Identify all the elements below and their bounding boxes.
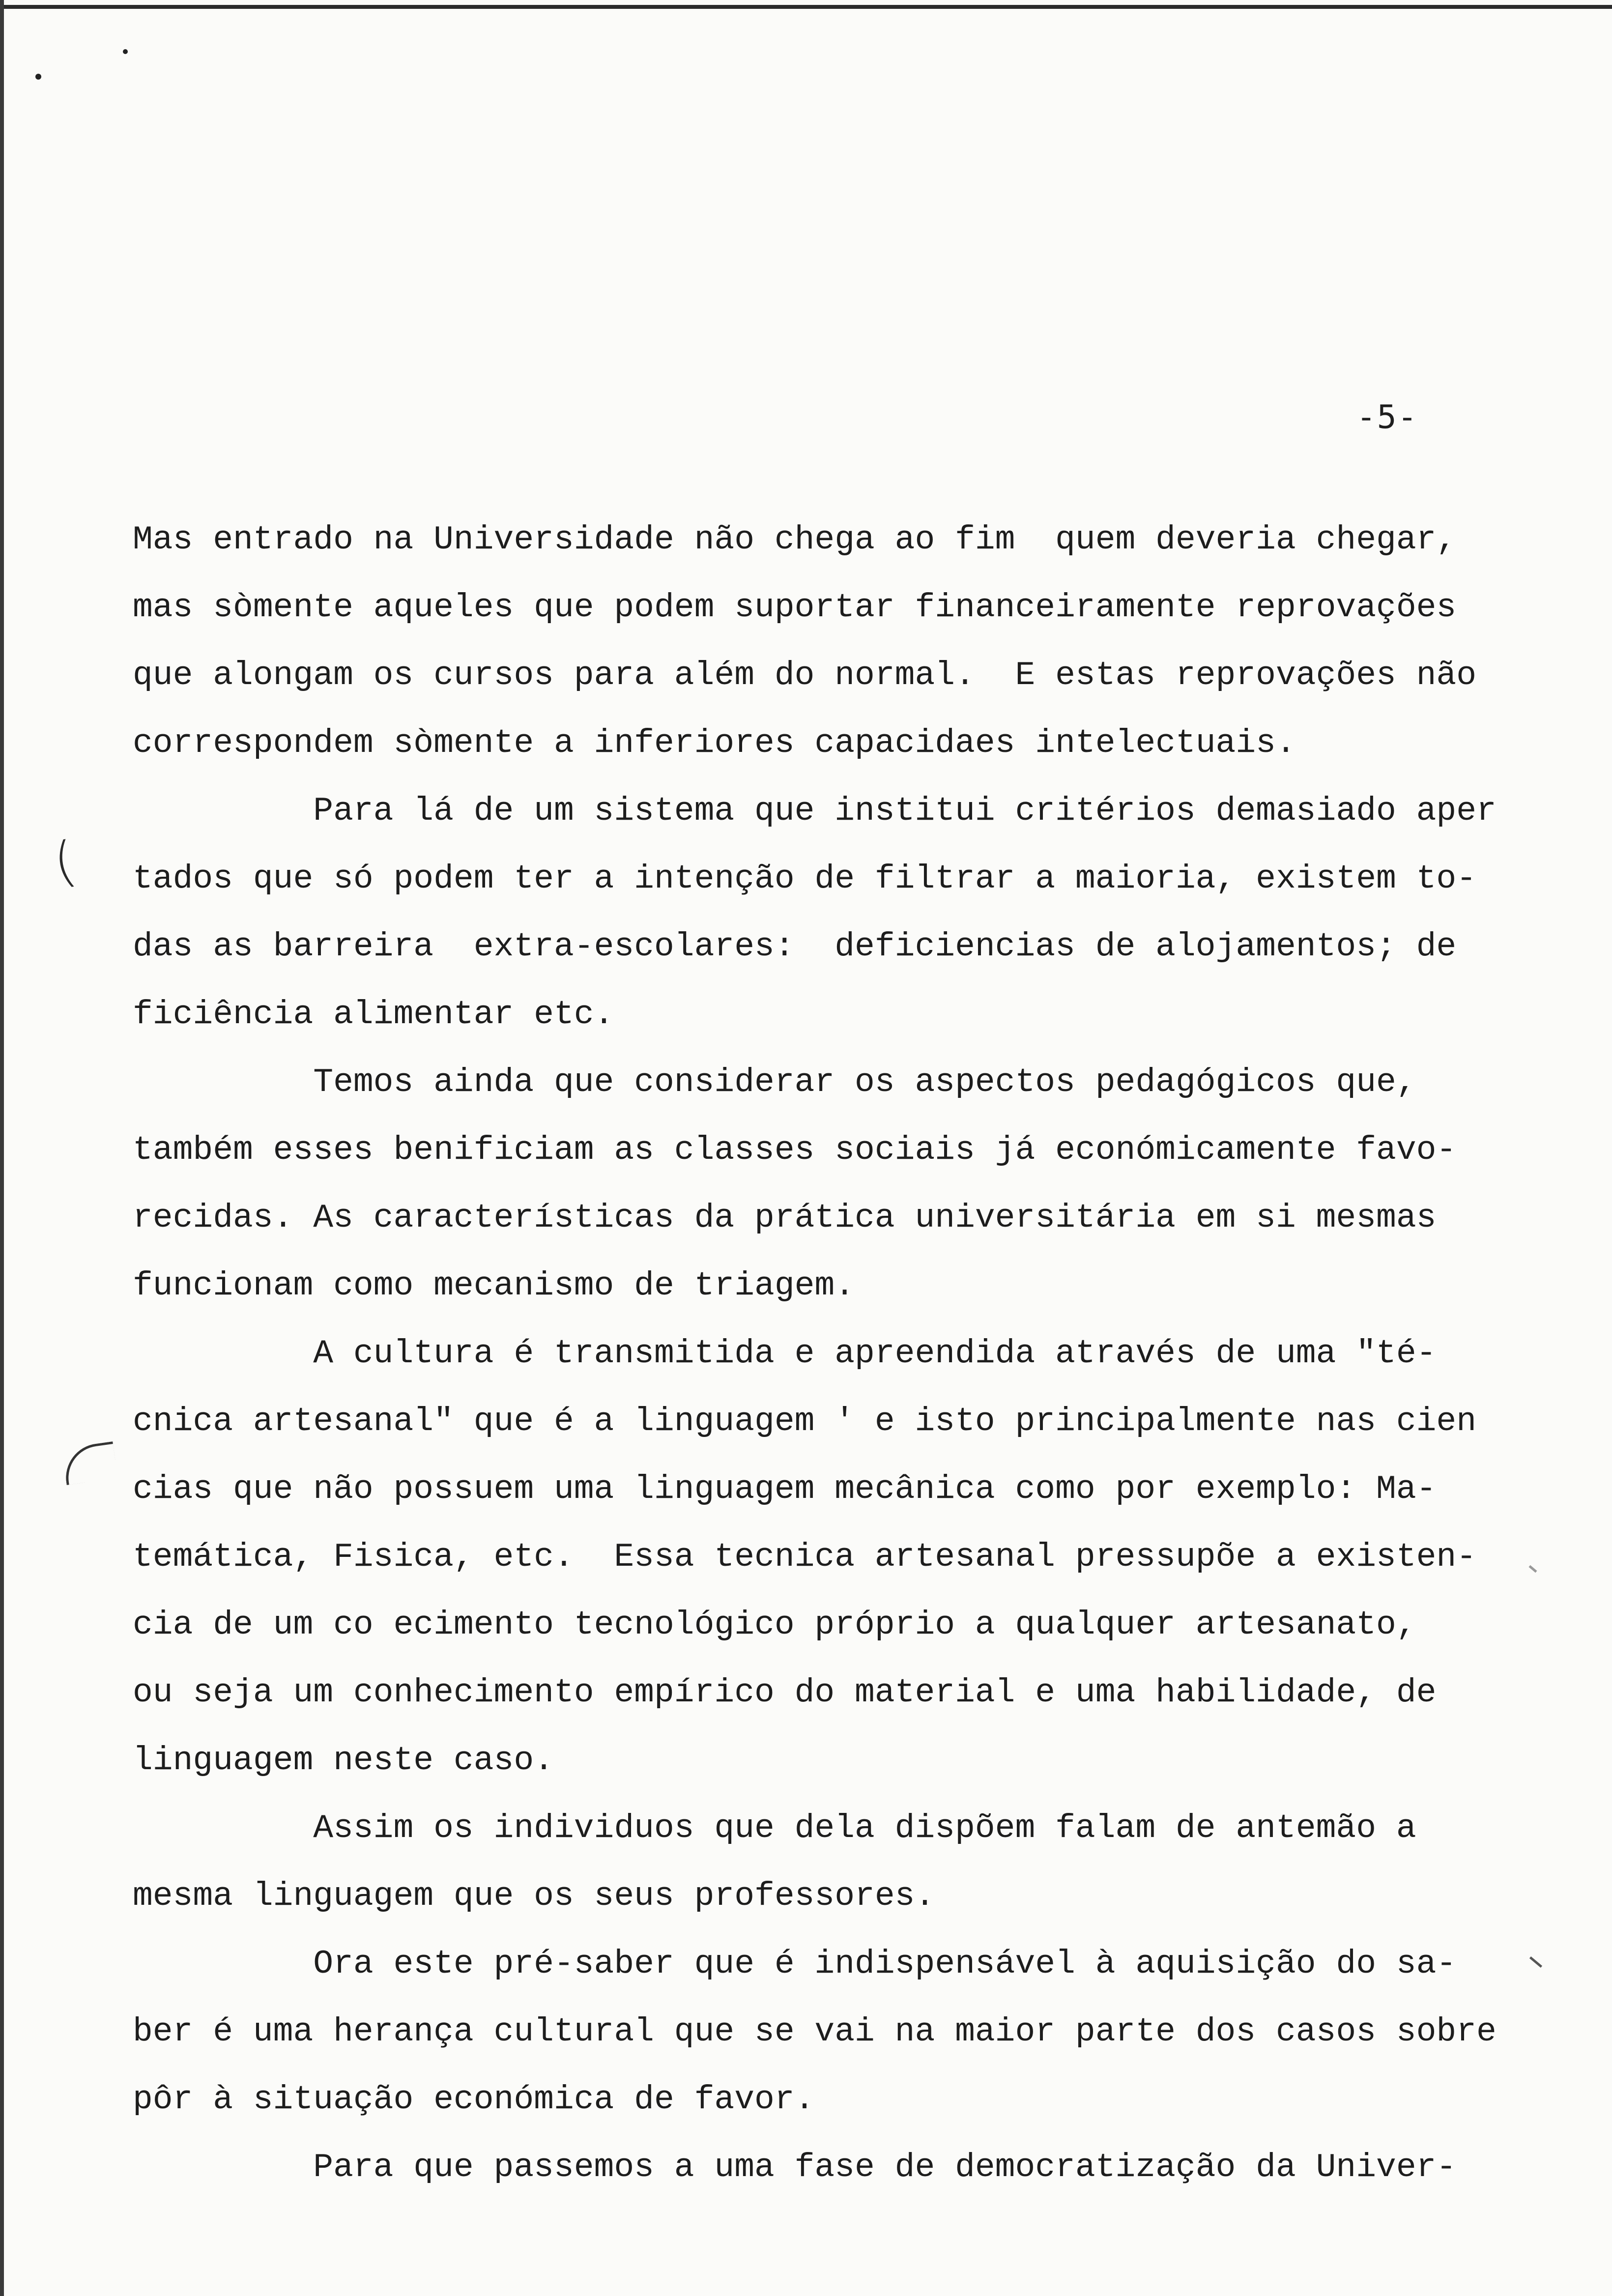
text-line: recidas. As características da prática universitária em si mesmas [133, 1199, 1437, 1237]
typewritten-body [133, 506, 1499, 2202]
scan-left-edge [0, 0, 4, 2296]
text-line: também esses benificiam as classes sociais já económicamente favo- [133, 1131, 1457, 1169]
text-line: A cultura é transmitida e apreendida através de uma "té- [133, 1335, 1437, 1373]
text-line: que alongam os cursos para além do normal. E estas reprovações não [133, 657, 1477, 694]
text-line: Para que passemos a uma fase de democratização da Univer- [133, 2149, 1457, 2186]
text-line: ou seja um conhecimento empírico do material e uma habilidade, de [133, 1674, 1437, 1712]
text-line: mesma linguagem que os seus professores. [133, 1877, 935, 1915]
scan-top-edge [0, 5, 1612, 9]
text-line: tados que só podem ter a intenção de filtrar a maioria, existem to- [133, 860, 1477, 898]
margin-arc-mark [61, 1441, 117, 1485]
text-line: pôr à situação económica de favor. [133, 2081, 815, 2119]
text-line: correspondem sòmente a inferiores capacidaes intelectuais. [133, 724, 1296, 762]
margin-bracket-mark: ( [49, 829, 81, 895]
text-line: ficiência alimentar etc. [133, 996, 614, 1033]
text-line: das as barreira extra-escolares: deficiencias de alojamentos; de [133, 928, 1457, 966]
text-line: Ora este pré-saber que é indispensável à aquisição do sa- [133, 1945, 1457, 1983]
page-number: -5- [1356, 398, 1418, 436]
text-line: Mas entrado na Universidade não chega ao fim quem deveria chegar, [133, 521, 1457, 559]
text-line: linguagem neste caso. [133, 1742, 554, 1779]
text-line: Temos ainda que considerar os aspectos pedagógicos que, [133, 1063, 1416, 1101]
ink-speck [123, 49, 128, 54]
text-line: Assim os individuos que dela dispõem falam de antemão a [133, 1809, 1416, 1847]
text-line: mas sòmente aqueles que podem suportar financeiramente reprovações [133, 589, 1457, 627]
text-line: ber é uma herança cultural que se vai na maior parte dos casos sobre [133, 2013, 1497, 2051]
text-line: cia de um co ecimento tecnológico próprio a qualquer artesanato, [133, 1606, 1416, 1644]
margin-tick-mark [1529, 1956, 1542, 1968]
text-line: funcionam como mecanismo de triagem. [133, 1267, 855, 1305]
ink-speck [35, 74, 41, 80]
text-line: cias que não possuem uma linguagem mecânica como por exemplo: Ma- [133, 1470, 1437, 1508]
margin-tick-mark [1528, 1565, 1537, 1573]
text-line: temática, Fisica, etc. Essa tecnica artesanal pressupõe a existen- [133, 1538, 1477, 1576]
text-line: cnica artesanal" que é a linguagem ' e isto principalmente nas cien [133, 1403, 1477, 1440]
text-line: Para lá de um sistema que institui critérios demasiado aper [133, 792, 1497, 830]
